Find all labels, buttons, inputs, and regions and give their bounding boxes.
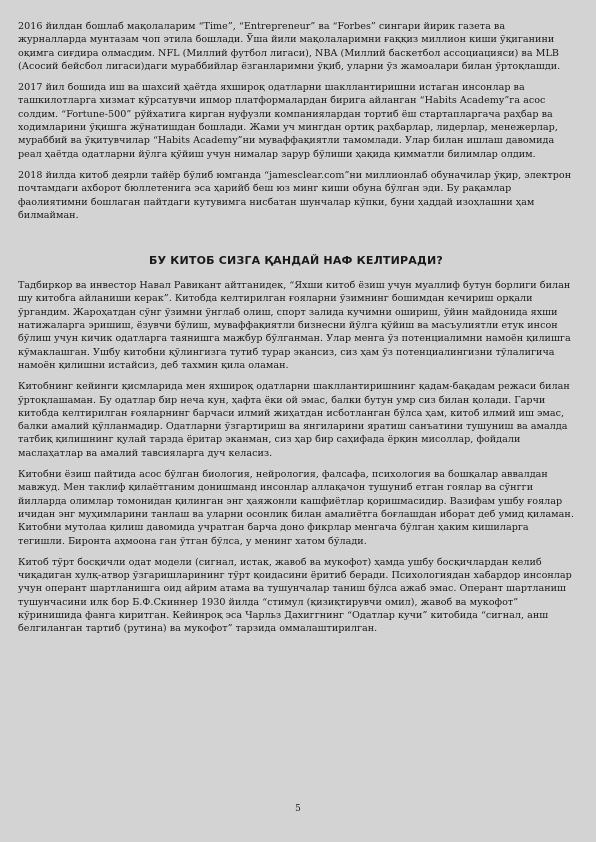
body-paragraph: 2017 йил бошида иш ва шахсий ҳаётда яхшироқ одатларни шакллантиришни истаган инсонлар ва ташкилотларга хизмат кўрсатувчи ипмор платформалардан бирига айланган “Habits Academy”га асос солдим. “Fortune-500” рўйхатига кирган нуфузли компаниялардан тортиб ёш стартапларгача раҳбар ва ходимларини ўқишга жўнатишдан бошлади. Жами уч мингдан ортиқ раҳбарлар, лидерлар, менежерлар, мураббий ва ўқитувчилар “Habits Academy”ни муваффақиятли тамомлади. Улар билан ишлаш давомида реал ҳаётда одатларни йўлга қўйиш учун нималар зарур бўлиши ҳақида қимматли билимлар олдим. <box>18 82 558 160</box>
body-paragraph: 2018 йилда китоб деярли тайёр бўлиб юмганда “jamesclear.com”ни миллионлаб обуначилар ўқир, электрон почтамдаги ахборот бюллетенига эса ҳарийб беш юз минг киши обуна бўлган эди. Бу рақамлар фаолиятимни бошлаган пайтдаги кутувимга нисбатан шунчалар кўпки, буни ҳаддай изоҳлашни ҳам билмайман. <box>18 169 572 221</box>
body-paragraph: Китобнинг кейинги қисмларида мен яхшироқ одатларни шакллантиришнинг қадам-бақадам режаси билан ўртоқлашаман. Бу одатлар бир неча кун, ҳафта ёки ой эмас, балки бутун умр сиз билан қолади. Гарчи китобда келтирилган ғояларнинг барчаси илмий жиҳатдан исботланган бўлса ҳам, китоб илмий иш эмас, балки амалий қўлланмадир. Одатларни ўзгартириш ва янгиларини яратиш санъатини тушуниш ва амалда татбиқ қилишнинг қулай тарзда ёритар эканман, сиз ҳар бир саҳифада ёрқин мисоллар, фойдали маслаҳатлар ва амалий тавсияларга дуч келасиз. <box>18 381 570 459</box>
page-number: 5 <box>295 804 301 814</box>
section-heading: БУ КИТОБ СИЗГА ҚАНДАЙ НАФ КЕЛТИРАДИ? <box>149 254 443 268</box>
body-paragraph: Тадбиркор ва инвестор Навал Равикант айтганидек, “Яхши китоб ёзиш учун муаллиф бутун борлиги билан шу китобга айланиши керак”. Китобда келтирилган ғояларни ўзимнинг бошимдан кечириш орқали ўргандим. Жароҳатдан сўнг ўзимни ўнглаб олиш, спорт залида кучимни ошириш, ўйин майдонида яхши натижаларга эришиш, ёзувчи бўлиш, муваффақиятли бизнесни йўлга қўйиш ва масъулиятли етук инсон бўлиш учун кичик одатларга таянишга мажбур бўлганман. Улар менга ўз потенциалимни намоён қилишга кўмаклашган. Ушбу китобни қўлингизга тутиб турар экансиз, сиз ҳам ўз потенциалингизни тўлалигича намоён қилишни истайсиз, деб тахмин қила оламан. <box>18 280 571 371</box>
body-paragraph: Китобни ёзиш пайтида асос бўлган биология, нейрология, фалсафа, психология ва бошқалар аввалдан мавжуд. Мен таклиф қилаётганим донишманд инсонлар аллақачон тушуниб етган гоялар ва сўнгги йилларда олимлар томонидан қилинган энг ҳаяжонли кашфиётлар қоришмасидир. Вазифам ушбу ғоялар ичидан энг муҳимларини танлаш ва уларни осонлик билан амалиётга боғлашдан иборат деб умид қиламан. Китобни мутолаа қилиш давомида учратган барча доно фикрлар менгача бўлган ҳаким кишиларга тегишли. Биронта аҳмоона ган ўтган бўлса, у менинг хатом бўлади. <box>18 469 574 547</box>
body-paragraph: 2016 йилдан бошлаб мақолаларим “Time”, “Entrepreneur” ва “Forbes” сингари йирик газета ва журналларда мунтазам чоп этила бошлади. Ўша йили мақолаларимни ғаққиз миллион киши ўқиганини оқимга сиғдира олмасдим. NFL (Миллий футбол лигаси), NBA (Миллий баскетбол ассоциацияси) ва MLB (Асосий бейсбол лигаси)даги мураббийлар ёзганларимни ўқиб, уларни ўз жамоалари билан ўртоқлашди. <box>18 21 561 72</box>
body-paragraph: Китоб тўрт босқичли одат модели (сигнал, истак, жавоб ва мукофот) ҳамда ушбу босқичлардан келиб чиқадиган хулқ-атвор ўзгаришларининг тўрт қоидасини ёритиб беради. Психологиядан хабардор инсонлар учун оперант шартланишга оид айрим атама ва тушунчалар таниш бўлса ажаб эмас. Оперант шартланиш тушунчасини илк бор Б.Ф.Скиннер 1930 йилда “стимул (қизиқтирувчи омил), жавоб ва мукофот” кўринишида фанга киритган. Кейинроқ эса Чарльз Дахиггнинг “Одатлар кучи” китобида “сигнал, анш белгиланган тартиб (рутина) ва мукофот” тарзида оммалаштирилган. <box>18 556 572 635</box>
